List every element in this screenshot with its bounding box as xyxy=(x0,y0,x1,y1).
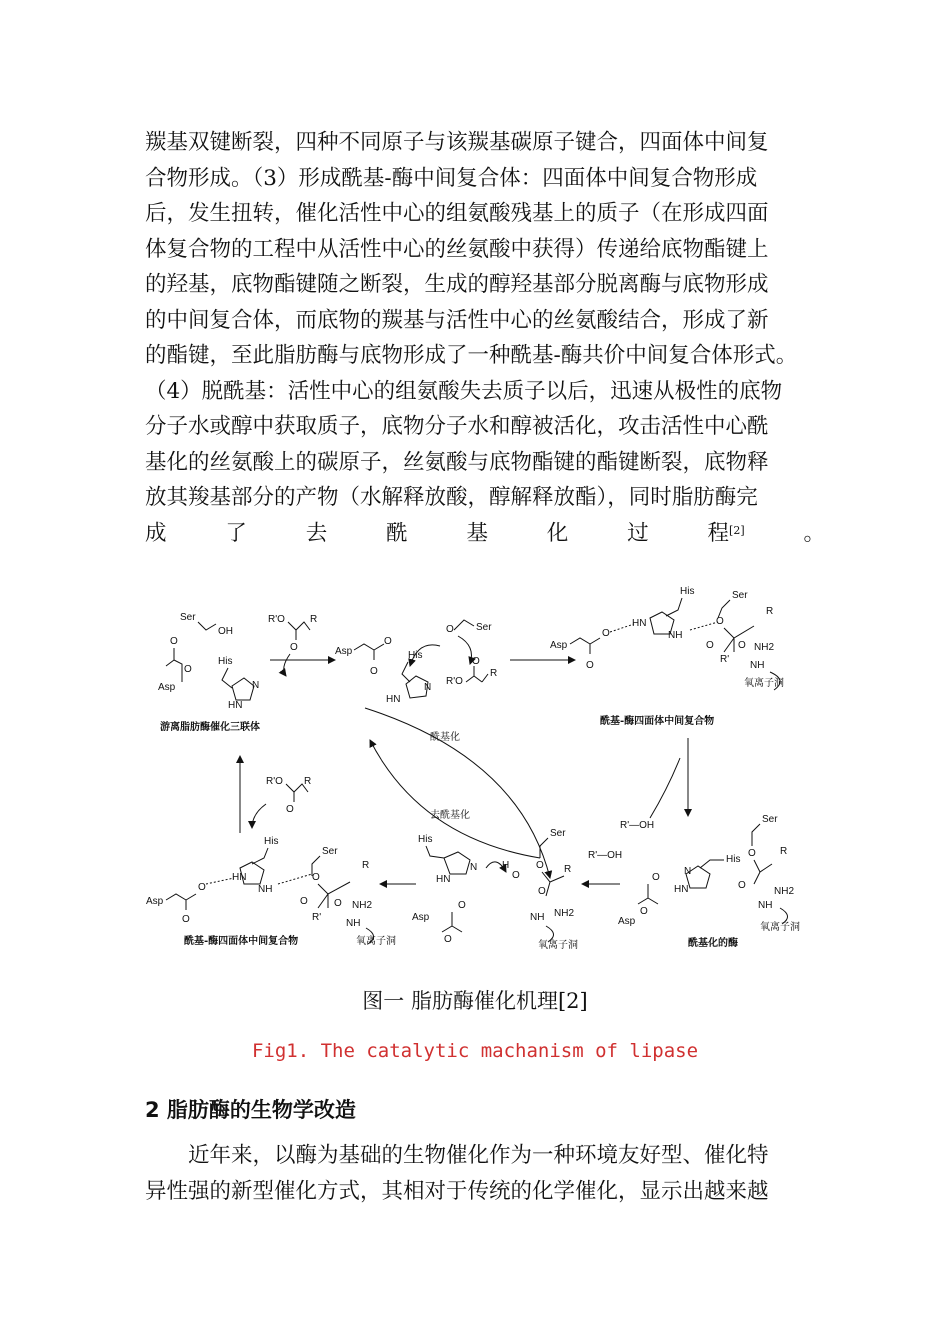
alcohol-label: R'—OH xyxy=(588,850,623,861)
char xyxy=(708,516,745,552)
n-label: N xyxy=(684,866,692,877)
bond xyxy=(426,846,444,858)
r-prime-label: R' xyxy=(720,654,730,665)
o-label: O xyxy=(446,624,454,635)
r-label: R xyxy=(304,776,312,787)
bond xyxy=(442,912,462,932)
nh-label: NH xyxy=(258,884,273,895)
char-cheng: 程 xyxy=(707,520,730,546)
hydrogen-bond xyxy=(278,874,312,884)
r-label: R xyxy=(564,864,572,875)
mechanism-figure xyxy=(140,578,830,958)
his-label: His xyxy=(680,586,695,597)
oh-label: OH xyxy=(218,626,233,637)
text-line: 合物形成。（3）形成酰基-酶中间复合体：四面体中间复合物形成 xyxy=(145,165,758,191)
curved-arrow xyxy=(252,804,266,828)
ester-label: R'O xyxy=(266,776,283,787)
char: 基 xyxy=(466,520,488,546)
char: 了 xyxy=(225,520,247,546)
his-label: His xyxy=(418,834,433,845)
hn-label: HN xyxy=(674,884,689,895)
ser-label: Ser xyxy=(476,622,492,633)
o-label: O xyxy=(472,656,480,667)
o-label: O xyxy=(640,906,648,917)
text-line: 异性强的新型催化方式，其相对于传统的化学催化，显示出越来越 xyxy=(145,1178,769,1204)
tetrahedral-bottom-label: 酰基-酶四面体中间复合物 xyxy=(184,936,299,947)
bond xyxy=(754,860,772,884)
released-ester xyxy=(252,776,311,828)
r-prime-label: R' xyxy=(312,912,322,923)
citation-superscript: [2] xyxy=(729,523,745,537)
curved-arrow xyxy=(650,758,680,818)
nh2-label: NH2 xyxy=(554,908,575,919)
o-label: O xyxy=(182,914,190,925)
n-label: N xyxy=(252,680,260,691)
char: 成 xyxy=(145,520,167,546)
bond xyxy=(466,666,488,682)
bond xyxy=(166,648,182,682)
text-line: （4）脱酰基：活性中心的组氨酸失去质子以后，迅速从极性的底物 xyxy=(145,378,783,404)
o-label: O xyxy=(444,934,452,945)
hn-label: HN xyxy=(436,874,451,885)
nh2-label: NH2 xyxy=(774,886,795,897)
r-label: R xyxy=(780,846,788,857)
o-label: O xyxy=(586,660,594,671)
nh2-label: NH2 xyxy=(352,900,373,911)
oxyanion-hole-label: 氧离子洞 xyxy=(538,940,578,951)
o-minus-label: O xyxy=(602,628,610,639)
hydrogen-bond xyxy=(206,878,234,884)
o-label: O xyxy=(312,872,320,883)
o-label: O xyxy=(184,664,192,675)
his-label: His xyxy=(218,656,233,667)
justified-last-line xyxy=(145,516,825,552)
text-line: 近年来，以酶为基础的生物催化作为一种环境友好型、催化特 xyxy=(145,1143,769,1168)
r-label: R xyxy=(310,614,318,625)
o-label: O xyxy=(748,848,756,859)
bond xyxy=(252,848,268,864)
n-label: N xyxy=(470,862,478,873)
oxyanion-hole-label: 氧离子洞 xyxy=(356,936,396,947)
hn-label: HN xyxy=(232,872,247,883)
o-minus-label: O xyxy=(738,640,746,651)
text-line: 体复合物的工程中从活性中心的丝氨酸中获得）传递给底物酯键上 xyxy=(145,236,769,262)
ester-substrate xyxy=(268,614,317,676)
end-period: 。 xyxy=(803,520,825,546)
figure-caption-english: Fig1. The catalytic machanism of lipase xyxy=(251,1040,699,1062)
body-paragraph-1 xyxy=(145,125,825,551)
text-line: 的羟基，底物酯键随之断裂，生成的醇羟基部分脱离酶与底物形成 xyxy=(145,272,769,297)
o-label: O xyxy=(370,666,378,677)
tetrahedral-intermediate-bottom xyxy=(146,836,396,947)
bond xyxy=(288,622,310,640)
bond xyxy=(222,668,232,688)
text-line: 的中间复合体，而底物的羰基与活性中心的丝氨酸结合，形成了新 xyxy=(145,307,769,333)
nh2-label: NH2 xyxy=(754,642,775,653)
o-minus-label: O xyxy=(198,882,206,893)
o-label: O xyxy=(536,860,544,871)
o-minus-label: O xyxy=(538,886,546,897)
n-label: N xyxy=(424,682,432,693)
bond xyxy=(570,638,600,654)
bond xyxy=(402,662,410,682)
h-label: H xyxy=(502,860,510,871)
asp-label: Asp xyxy=(146,896,164,907)
acylated-enzyme-structure xyxy=(618,814,800,949)
text-line: 羰基双键断裂，四种不同原子与该羰基碳原子键合，四面体中间复 xyxy=(145,130,769,155)
free-triad-structure xyxy=(158,612,260,733)
text-line: 放其羧基部分的产物（水解释放酸，醇解释放酯），同时脂肪酶完 xyxy=(145,485,758,510)
o-label: O xyxy=(300,896,308,907)
o-label: O xyxy=(716,616,724,627)
section-heading: 2 脂肪酶的生物学改造 xyxy=(145,1098,356,1122)
imidazole-ring xyxy=(444,852,470,874)
r-label: R xyxy=(362,860,370,871)
asp-label: Asp xyxy=(158,682,176,693)
nh-label: NH xyxy=(750,660,765,671)
deacylation-arc xyxy=(370,740,540,858)
bond xyxy=(540,838,548,858)
curved-arrow xyxy=(410,645,440,666)
char: 酰 xyxy=(386,520,408,546)
r-label: R xyxy=(766,606,774,617)
ser-label: Ser xyxy=(732,590,748,601)
free-triad-label: 游离脂肪酶催化三联体 xyxy=(160,722,260,733)
nh-label: NH xyxy=(346,918,361,929)
his-label: His xyxy=(408,650,423,661)
ser-label: Ser xyxy=(550,828,566,839)
hydrogen-bond xyxy=(610,624,634,632)
hydrogen-bond xyxy=(690,622,718,630)
ser-label: Ser xyxy=(762,814,778,825)
char: 去 xyxy=(305,520,328,546)
nh-label: NH xyxy=(758,900,773,911)
text-line: 的酯键，至此脂肪酶与底物形成了一种酰基-酶共价中间复合体形式。 xyxy=(145,343,798,368)
imidazole-ring xyxy=(232,678,254,700)
o-label: O xyxy=(290,642,298,653)
o-label: O xyxy=(286,804,294,815)
bond xyxy=(666,598,682,616)
his-label: His xyxy=(726,854,741,865)
body-paragraph-2 xyxy=(145,1138,825,1209)
bond xyxy=(454,620,474,630)
acylation-label: 酰基化 xyxy=(430,732,460,743)
tetrahedral-intermediate-top xyxy=(550,586,784,727)
nucleophilic-attack-structure xyxy=(335,620,497,705)
bond xyxy=(700,860,724,868)
char: 过 xyxy=(627,520,649,546)
mechanism-diagram xyxy=(140,578,830,958)
deacylation-label: 去酰基化 xyxy=(430,810,470,821)
hn-label: HN xyxy=(228,700,243,711)
asp-label: Asp xyxy=(550,640,568,651)
ester-label: R'O xyxy=(446,676,463,687)
text-line: 基化的丝氨酸上的碳原子，丝氨酸与底物酯键的酯键断裂，底物释 xyxy=(145,449,769,475)
bond xyxy=(198,622,216,630)
his-label: His xyxy=(264,836,279,847)
ester-label: R'O xyxy=(268,614,285,625)
o-minus-label: O xyxy=(652,872,660,883)
o-minus-label: O xyxy=(458,900,466,911)
alcohol-label: R'—OH xyxy=(620,820,655,831)
curved-arrow xyxy=(284,654,290,676)
o-minus-label: O xyxy=(334,898,342,909)
tetrahedral-top-label: 酰基-酶四面体中间复合物 xyxy=(600,716,715,727)
nh-label: NH xyxy=(668,630,683,641)
o-label: O xyxy=(706,640,714,651)
hn-label: HN xyxy=(632,618,647,629)
oxyanion-hole-label: 氧离子洞 xyxy=(744,678,784,689)
o-label: O xyxy=(512,870,520,881)
ser-label: Ser xyxy=(180,612,196,623)
r-label: R xyxy=(490,668,498,679)
bond xyxy=(354,644,384,660)
bond xyxy=(166,894,196,910)
o-minus-label: O xyxy=(170,636,178,647)
o-minus-label: O xyxy=(384,636,392,647)
text-line: 后，发生扭转，催化活性中心的组氨酸残基上的质子（在形成四面 xyxy=(145,201,769,226)
hn-label: HN xyxy=(386,694,401,705)
oxyanion-hole-label: 氧离子洞 xyxy=(760,922,800,933)
asp-label: Asp xyxy=(618,916,636,927)
curved-arrow xyxy=(458,636,472,664)
o-label: O xyxy=(738,880,746,891)
bond xyxy=(638,884,658,904)
asp-label: Asp xyxy=(412,912,430,923)
bond xyxy=(752,824,760,846)
figure-caption-chinese: 图一 脂肪酶催化机理[2] xyxy=(362,989,588,1013)
acylated-enzyme-label: 酰基化的酶 xyxy=(688,938,738,949)
nh-label: NH xyxy=(530,912,545,923)
char: 化 xyxy=(546,520,569,546)
text-line: 分子水或醇中获取质子，底物分子水和醇被活化，攻击活性中心酰 xyxy=(145,414,769,439)
ser-label: Ser xyxy=(322,846,338,857)
asp-label: Asp xyxy=(335,646,353,657)
